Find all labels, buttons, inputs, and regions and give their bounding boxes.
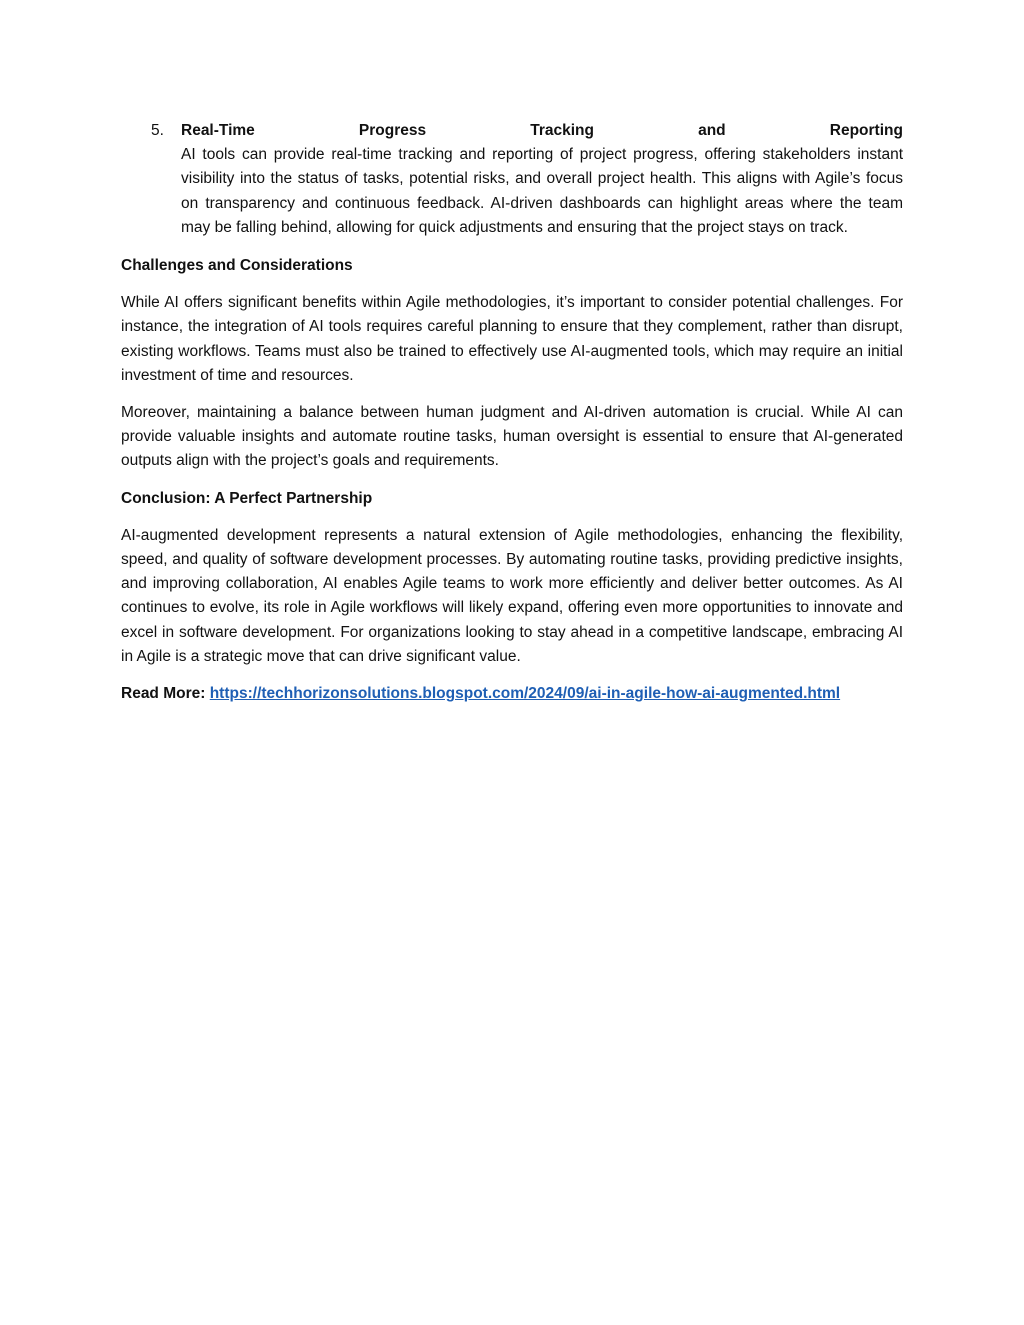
read-more-link[interactable]: https://techhorizonsolutions.blogspot.com/2024/09/ai-in-agile-how-ai-augmented.html [209, 685, 841, 703]
conclusion-heading: Conclusion: A Perfect Partnership [121, 489, 373, 507]
title-word: Real-Time [181, 122, 255, 139]
document-page [121, 119, 903, 706]
title-word: Tracking [530, 122, 594, 139]
read-more-label: Read More: [121, 685, 206, 703]
list-item-real-time-progress [121, 119, 903, 240]
title-word: Reporting [829, 122, 903, 139]
read-more-line [121, 682, 903, 706]
title-word: and [698, 122, 726, 139]
list-number: 5. [151, 122, 164, 139]
conclusion-paragraph: AI-augmented development represents a natural extension of Agile methodologies, enhancing the flexibility, speed, and quality of software development processes. By automating routine tasks, providing predictive insights, and improving collaboration, AI enables Agile teams to work more efficiently and deliver better outcomes. As AI continues to evolve, its role in Agile workflows will likely expand, offering even more opportunities to innovate and excel in software development. For organizations looking to stay ahead in a competitive landscape, embracing AI in Agile is a strategic move that can drive significant value. [121, 526, 903, 665]
challenges-paragraph-2: Moreover, maintaining a balance between human judgment and AI-driven automation is crucial. While AI can provide valuable insights and automate routine tasks, human oversight is essential to ensure that AI-generated outputs align with the project’s goals and requirements. [121, 404, 903, 470]
list-item-title [181, 119, 903, 143]
title-word: Progress [358, 122, 427, 139]
challenges-heading: Challenges and Considerations [121, 257, 353, 275]
list-item-body: AI tools can provide real-time tracking and reporting of project progress, offering stakeholders instant visibility into the status of tasks, potential risks, and overall project health. This aligns with Agile’s focus on transparency and continuous feedback. AI-driven dashboards can highlight areas where the team may be falling behind, allowing for quick adjustments and ensuring that the project stays on track. [181, 146, 903, 236]
challenges-paragraph-1: While AI offers significant benefits within Agile methodologies, it’s important to consider potential challenges. For instance, the integration of AI tools requires careful planning to ensure that they complement, rather than disrupt, existing workflows. Teams must also be trained to effectively use AI-augmented tools, which may require an initial investment of time and resources. [121, 294, 903, 384]
